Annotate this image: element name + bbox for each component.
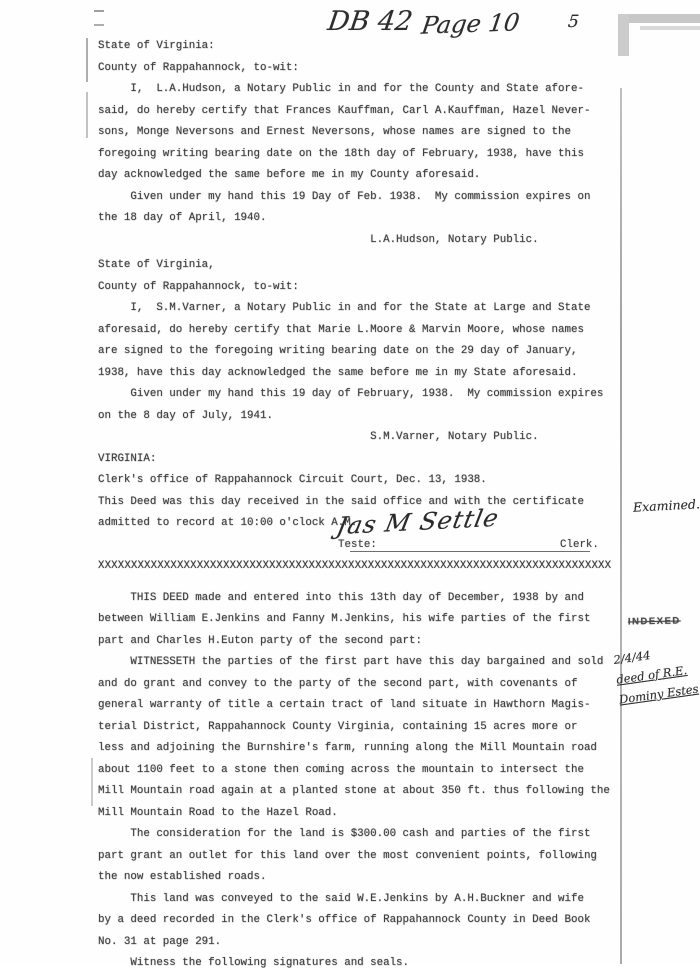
typed-line: said, do hereby certify that Frances Kauffman, Carl A.Kauffman, Hazel Never- — [98, 104, 591, 117]
handwritten-note-line: deed of R.E. — [615, 663, 688, 687]
typed-line: WITNESSETH the parties of the first part have this day bargained and sold — [98, 656, 604, 668]
left-margin-mark — [86, 38, 88, 82]
typed-line: are signed to the foregoing writing bearing date on the 29 day of January, — [98, 345, 578, 357]
typed-line: admitted to record at 10:00 o'clock A.M. — [98, 517, 358, 529]
handwritten-page-number: Page 10 — [419, 8, 522, 40]
typed-line: Given under my hand this 19 day of February, 1938. My commission expires — [98, 388, 604, 400]
typed-line: aforesaid, do hereby certify that Marie L.Moore & Marvin Moore, whose names — [98, 323, 584, 336]
typed-line: This Deed was this day received in the said office and with the certificate — [98, 495, 584, 508]
typed-line: Clerk's office of Rappahannock Circuit Court, Dec. 13, 1938. — [98, 474, 487, 486]
typed-line: Mill Mountain road again at a planted stone at about 350 ft. thus following the — [98, 785, 610, 797]
typed-line: No. 31 at page 291. — [98, 935, 222, 948]
typed-line: less and adjoining the Burnshire's farm, running along the Mill Mountain road — [98, 742, 597, 754]
typed-line: THIS DEED made and entered into this 13th day of December, 1938 by and — [98, 591, 584, 604]
signature-underline — [350, 551, 590, 552]
typed-line: 1938, have this day acknowledged the same before me in my State aforesaid. — [98, 366, 578, 379]
typed-line: County of Rappahannock, to-wit: — [98, 61, 299, 74]
typed-line: terial District, Rappahannock County Virginia, containing 15 acres more or — [98, 720, 578, 733]
teste-label: Teste: — [338, 538, 377, 551]
handwritten-examined-note: Examined. — [632, 496, 700, 515]
handwritten-note-line: Dominy Estes — [618, 681, 700, 707]
typed-line: the now established roads. — [98, 871, 267, 883]
handwritten-page-digit: 5 — [566, 12, 580, 32]
typed-line: This land was conveyed to the said W.E.Jenkins by A.H.Buckner and wife — [98, 892, 584, 905]
typed-text-column — [98, 36, 638, 975]
left-margin-mark — [91, 758, 93, 806]
typed-line: by a deed recorded in the Clerk's office of Rappahannock County in Deed Book — [98, 914, 591, 926]
indexed-stamp: INDEXED — [627, 615, 681, 628]
typed-line: L.A.Hudson, Notary Public. — [98, 233, 539, 246]
typed-line: between William E.Jenkins and Fanny M.Jenkins, his wife parties of the first — [98, 613, 591, 625]
notary-certificate-2 — [98, 255, 638, 449]
typed-line: I, S.M.Varner, a Notary Public in and for the State at Large and State — [98, 302, 591, 314]
typed-line: general warranty of title a certain tract of land situate in Hawthorn Magis- — [98, 699, 591, 711]
typed-line: Given under my hand this 19 Day of Feb. 1938. My commission expires on — [98, 190, 591, 203]
deed-body — [98, 588, 638, 975]
typed-line: part and Charles H.Euton party of the second part: — [98, 634, 422, 647]
typed-line: day acknowledged the same before me in my County aforesaid. — [98, 169, 481, 181]
typed-line: on the 8 day of July, 1941. — [98, 409, 273, 422]
typed-line: VIRGINIA: — [98, 452, 157, 465]
typed-line: Mill Mountain Road to the Hazel Road. — [98, 806, 338, 819]
handwritten-deed-book-number: DB 42 — [325, 6, 415, 37]
typed-line: and do grant and convey to the party of the second part, with covenants of — [98, 677, 578, 690]
x-divider-row: XXXXXXXXXXXXXXXXXXXXXXXXXXXXXXXXXXXXXXXXXXXXXXXXXXXXXXXXXXXXXXXXXXXXXXXXXXXXXX — [98, 560, 612, 572]
typed-line: State of Virginia: — [98, 40, 215, 52]
left-margin-mark — [86, 92, 88, 138]
typed-line: I, L.A.Hudson, a Notary Public in and for the County and State afore- — [98, 83, 584, 95]
page-corner-artifact — [618, 14, 700, 23]
typed-line: about 1100 feet to a stone then coming across the mountain to intersect the — [98, 763, 584, 776]
typed-line: County of Rappahannock, to-wit: — [98, 280, 299, 293]
typed-line: foregoing writing bearing date on the 18th day of February, 1938, have this — [98, 147, 584, 160]
typed-line: part grant an outlet for this land over the most convenient points, following — [98, 849, 597, 862]
clerk-label: Clerk. — [560, 538, 599, 551]
clerk-handwritten-signature: Jas M Settle — [334, 503, 502, 541]
typed-line: S.M.Varner, Notary Public. — [98, 431, 539, 443]
handwritten-margin-note — [612, 638, 700, 709]
typed-line: Witness the following signatures and seals. — [98, 957, 410, 969]
typed-line: State of Virginia, — [98, 259, 215, 271]
typed-line: The consideration for the land is $300.00 cash and parties of the first — [98, 828, 591, 840]
typed-line: sons, Monge Neversons and Ernest Neversons, whose names are signed to the — [98, 126, 571, 138]
page-corner-artifact — [640, 26, 700, 30]
notary-certificate-1 — [98, 36, 638, 251]
scan-artifact — [94, 10, 104, 26]
typed-line: the 18 day of April, 1940. — [98, 212, 267, 224]
handwritten-note-line: 2/4/44 — [612, 647, 652, 667]
